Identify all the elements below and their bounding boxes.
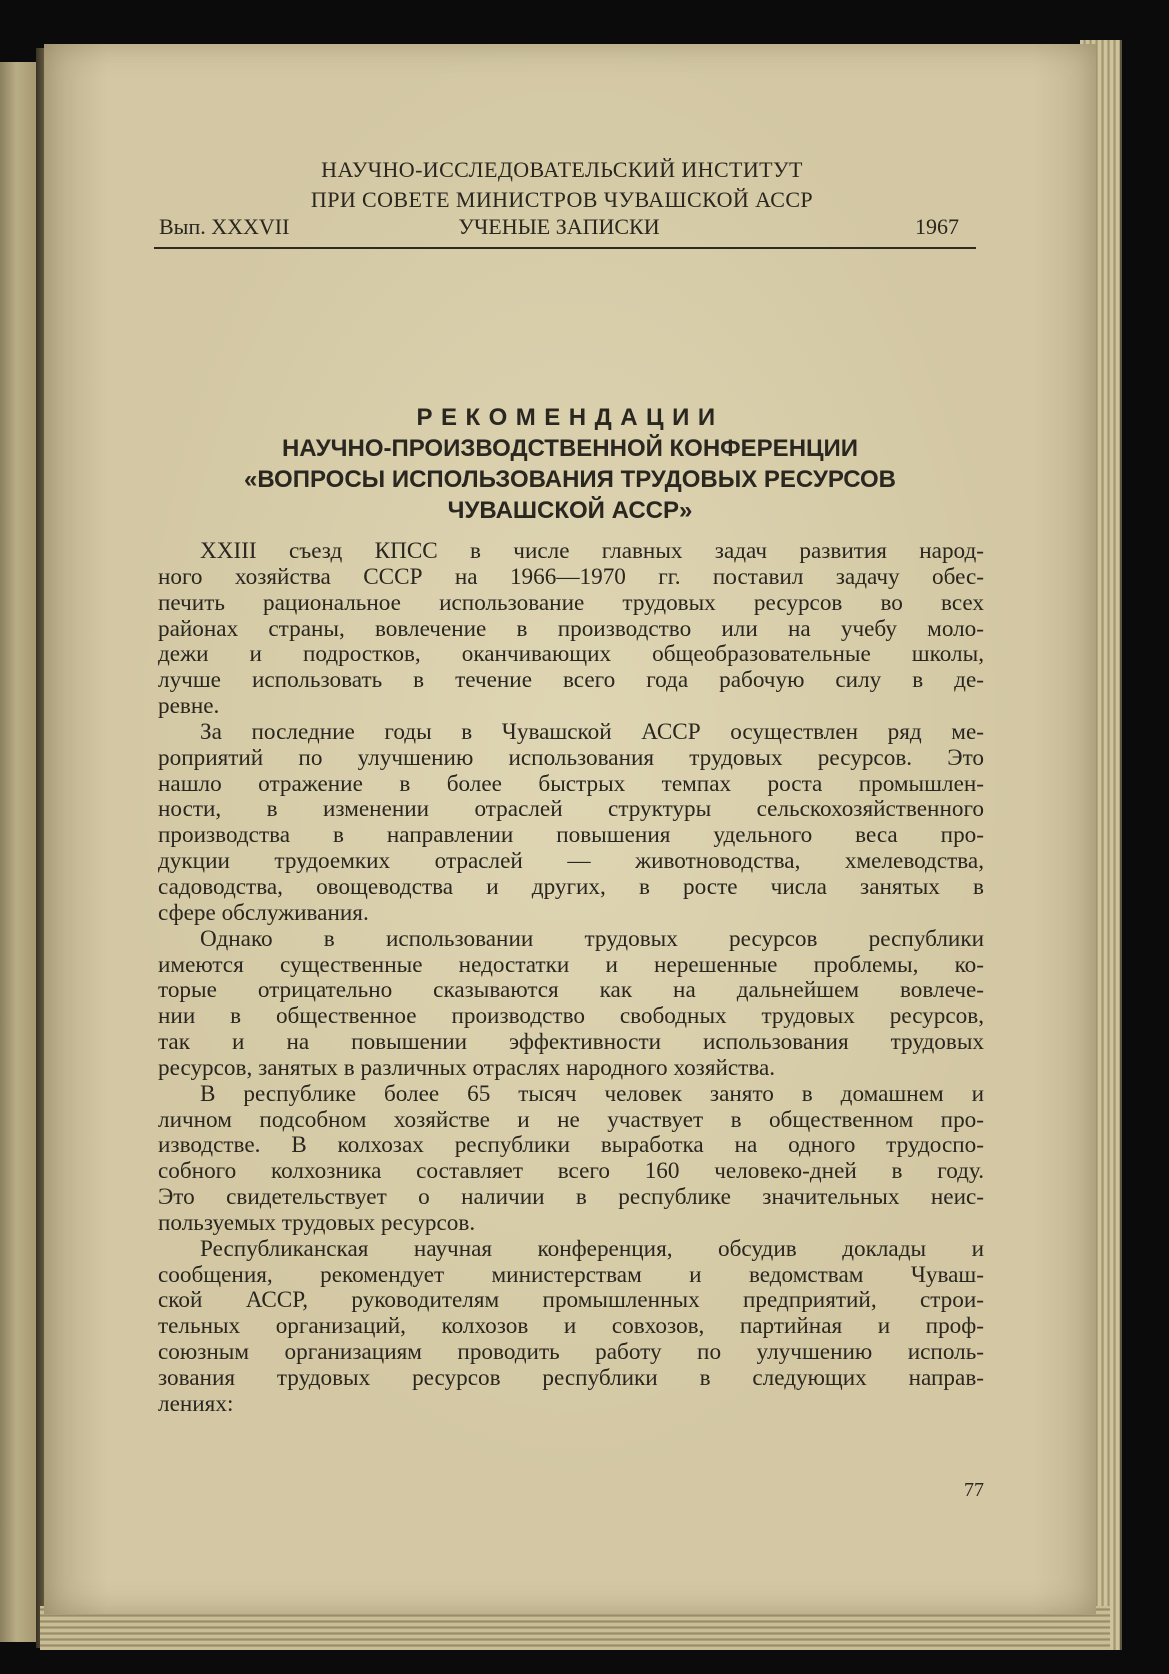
running-header [159,214,967,242]
article-title [44,402,1096,526]
body-line: так и на повышении эффективности использования трудовых [158,1029,984,1056]
series-title: УЧЕНЫЕ ЗАПИСКИ [458,214,660,239]
title-line-2: НАУЧНО-ПРОИЗВОДСТВЕННОЙ КОНФЕРЕНЦИИ [281,435,859,462]
institute-name-line2: ПРИ СОВЕТЕ МИНИСТРОВ ЧУВАШСКОЙ АССР [310,187,814,212]
body-line: собного колхозника составляет всего 160 человеко-дней в году. [158,1158,984,1185]
publication-year: 1967 [915,214,959,239]
body-line: пользуемых трудовых ресурсов. [158,1209,476,1236]
body-line: торые отрицательно сказываются как на дальнейшем вовлече- [158,977,984,1004]
body-line: изводстве. В колхозах республики выработка на одного трудоспо- [158,1132,984,1159]
title-line-1: РЕКОМЕНДАЦИИ [416,404,724,431]
body-line: имеются существенные недостатки и нерешенные проблемы, ко- [158,951,984,978]
body-line: дукции трудоемких отраслей — животноводства, хмелеводства, [158,848,984,875]
body-line: тельных организаций, колхозов и совхозов, партийная и проф- [158,1313,984,1340]
body-line: районах страны, вовлечение в производство или на учебу моло- [158,615,984,642]
body-line: нии в общественное производство свободных трудовых ресурсов, [158,1003,984,1030]
body-line: В республике более 65 тысяч человек занято в домашнем и [200,1080,984,1107]
document-page [44,44,1096,1614]
institute-name-line1: НАУЧНО-ИССЛЕДОВАТЕЛЬСКИЙ ИНСТИТУТ [321,157,803,182]
body-line: ревне. [158,693,220,720]
body-line: ности, в изменении отраслей структуры сельскохозяйственного [158,796,984,823]
title-line-3: «ВОПРОСЫ ИСПОЛЬЗОВАНИЯ ТРУДОВЫХ РЕСУРСОВ [243,466,897,493]
body-line: ресурсов, занятых в различных отраслях народного хозяйства. [158,1054,776,1081]
body-line: XXIII съезд КПСС в числе главных задач развития народ- [200,538,984,564]
title-line-4: ЧУВАШСКОЙ АССР» [447,497,693,524]
body-line: зования трудовых ресурсов республики в следующих направ- [158,1365,984,1391]
body-line: садоводства, овощеводства и других, в росте числа занятых в [158,873,984,900]
body-line: союзным организациям проводить работу по улучшению исполь- [158,1339,984,1366]
body-line: печить рациональное использование трудовых ресурсов во всех [158,589,984,616]
body-line: роприятий по улучшению использования трудовых ресурсов. Это [158,744,984,771]
body-line: Это свидетельствует о наличии в республике значительных неис- [158,1184,984,1211]
issue-number: Вып. XXXVII [159,214,290,239]
body-line: производства в направлении повышения удельного веса про- [158,822,984,849]
body-line: дежи и подростков, оканчивающих общеобразовательные школы, [158,641,984,668]
body-line: За последние годы в Чувашской АССР осуществлен ряд ме- [200,718,984,745]
body-line: лучше использовать в течение всего года рабочую силу в де- [158,667,984,694]
page-number: 77 [964,1479,984,1501]
body-line: нашло отражение в более быстрых темпах роста промышлен- [158,770,984,797]
body-line: ской АССР, руководителям промышленных предприятий, строи- [158,1287,984,1314]
article-body [158,539,984,1418]
facing-page-edge [0,62,36,1642]
header-rule [154,247,976,249]
body-line: Республиканская научная конференция, обсудив доклады и [200,1235,984,1262]
body-line: сфере обслуживания. [158,899,369,926]
body-line: Однако в использовании трудовых ресурсов республики [200,925,984,952]
body-line: личном подсобном хозяйстве и не участвует в общественном про- [158,1106,984,1133]
body-line: лениях: [158,1390,234,1417]
body-line: ного хозяйства СССР на 1966—1970 гг. поставил задачу обес- [158,563,984,590]
body-line: сообщения, рекомендует министерствам и ведомствам Чуваш- [158,1261,984,1288]
